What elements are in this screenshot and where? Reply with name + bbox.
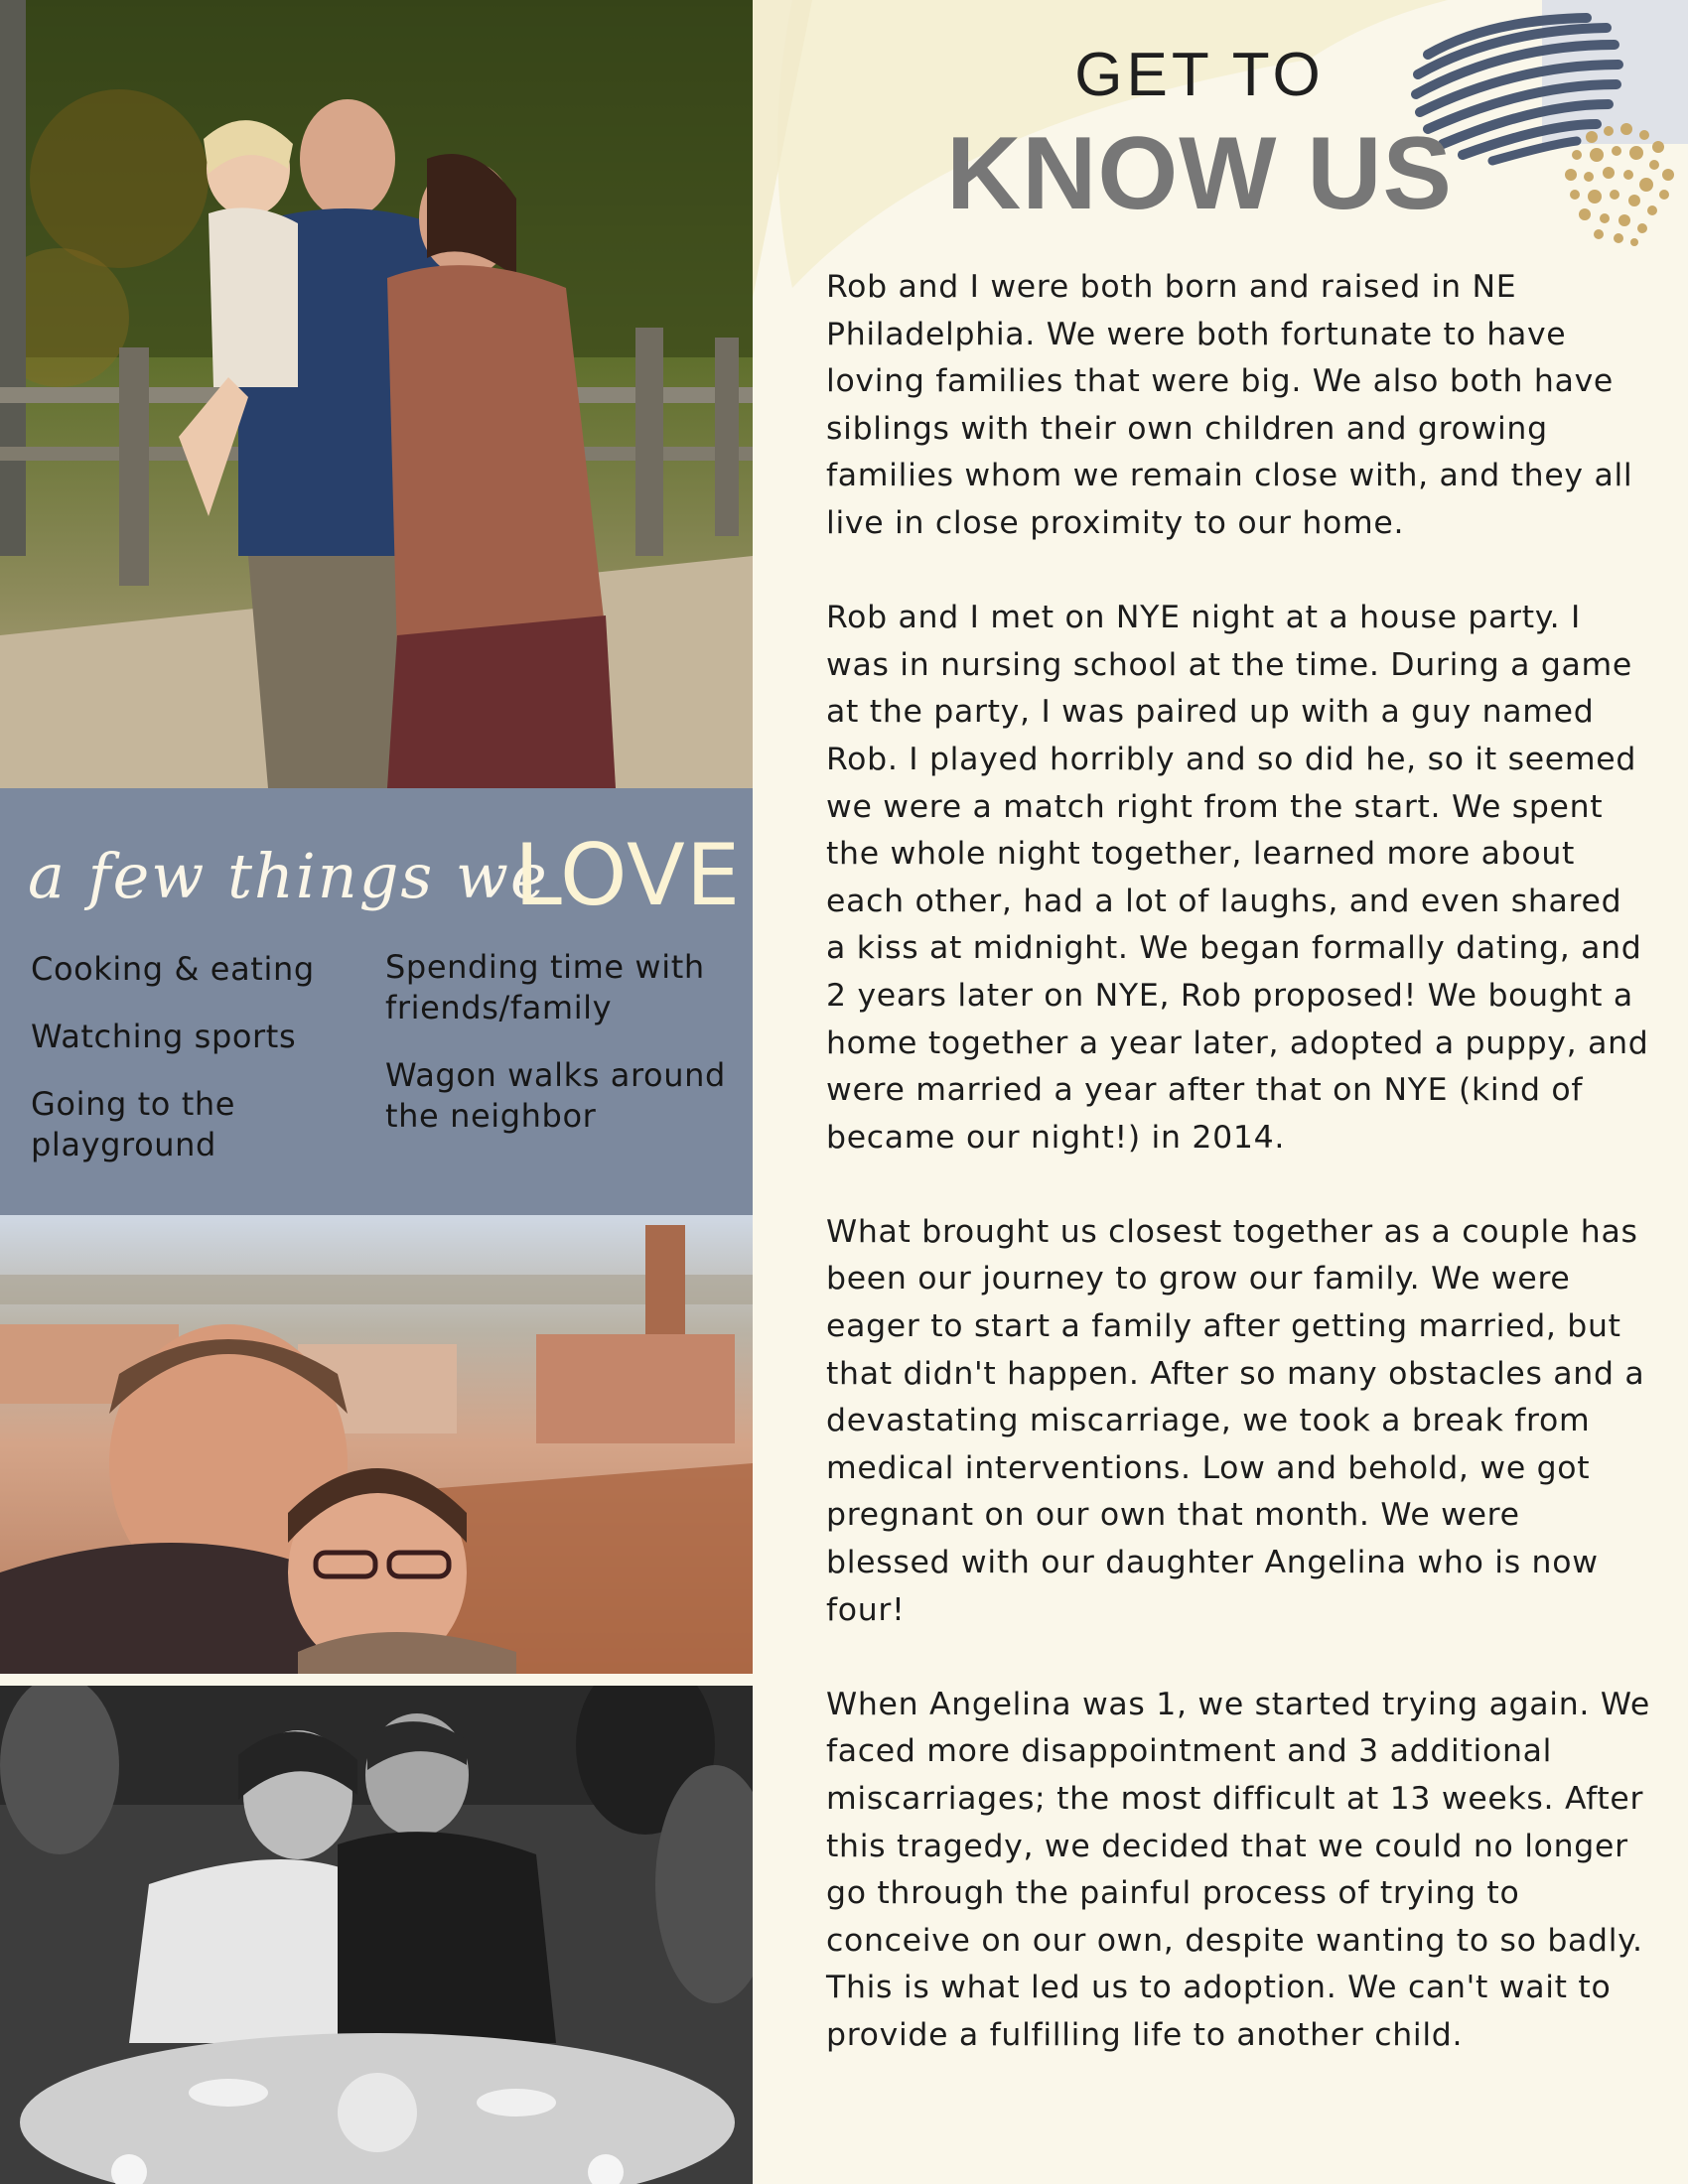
family-photo	[0, 0, 753, 788]
title-line-1: GET TO	[1074, 41, 1325, 109]
wedding-photo-illustration	[0, 1686, 753, 2184]
story-paragraph: Rob and I met on NYE night at a house party. I was in nursing school at the time. During a game at the party, I was paired up with a guy named Rob. I played horribly and so did he, so it seemed we were a match right from the start. We spent the whole night together, learned more about each other, had a lot of laughs, and even shared a kiss at midnight. We began formally dating, and 2 years later on NYE, Rob proposed! We bought a home together a year later, adopted a puppy, and were married a year after that on NYE (kind of became our night!) in 2014.	[826, 600, 1649, 1156]
love-item: Wagon walks around the neighbor	[385, 1056, 726, 1135]
love-item: Cooking & eating	[31, 950, 315, 988]
story-paragraph: When Angelina was 1, we started trying again. We faced more disappointment and 3 additional miscarriages; the most difficult at 13 weeks. After this tragedy, we decided that we could no longer go through the painful process of trying to conceive on our own, despite wanting to so badly. This is what led us to adoption. We can't wait to provide a fulfilling life to another child.	[826, 1686, 1650, 2053]
love-item: Watching sports	[31, 1018, 297, 1055]
city-selfie-illustration	[0, 1215, 753, 1674]
love-list-column-1	[31, 949, 358, 1192]
love-item: Spending time with friends/family	[385, 948, 705, 1026]
family-photo-illustration	[0, 0, 753, 788]
story-text	[826, 264, 1650, 2107]
love-heading-script: a few things we	[28, 840, 549, 912]
love-list-column-2	[385, 947, 743, 1163]
city-selfie-photo	[0, 1215, 753, 1674]
left-column	[0, 0, 753, 2184]
things-we-love-panel	[0, 788, 753, 1215]
title-line-2: KNOW US	[946, 116, 1453, 231]
wedding-photo	[0, 1686, 753, 2184]
story-paragraph: Rob and I were both born and raised in NE Philadelphia. We were both fortunate to have loving families that were big. We also both have siblings with their own children and growing families whom we remain close with, and they all live in close proximity to our home.	[826, 269, 1633, 541]
story-paragraph: What brought us closest together as a couple has been our journey to grow our family. We were eager to start a family after getting married, but that didn't happen. After so many obstacles and a devastating miscarriage, we took a break from medical interventions. Low and behold, we got pregnant on our own that month. We were blessed with our daughter Angelina who is now four!	[826, 1213, 1645, 1628]
love-item: Going to the playground	[31, 1085, 236, 1163]
love-heading	[28, 826, 743, 935]
love-heading-big: LOVE	[514, 826, 742, 925]
